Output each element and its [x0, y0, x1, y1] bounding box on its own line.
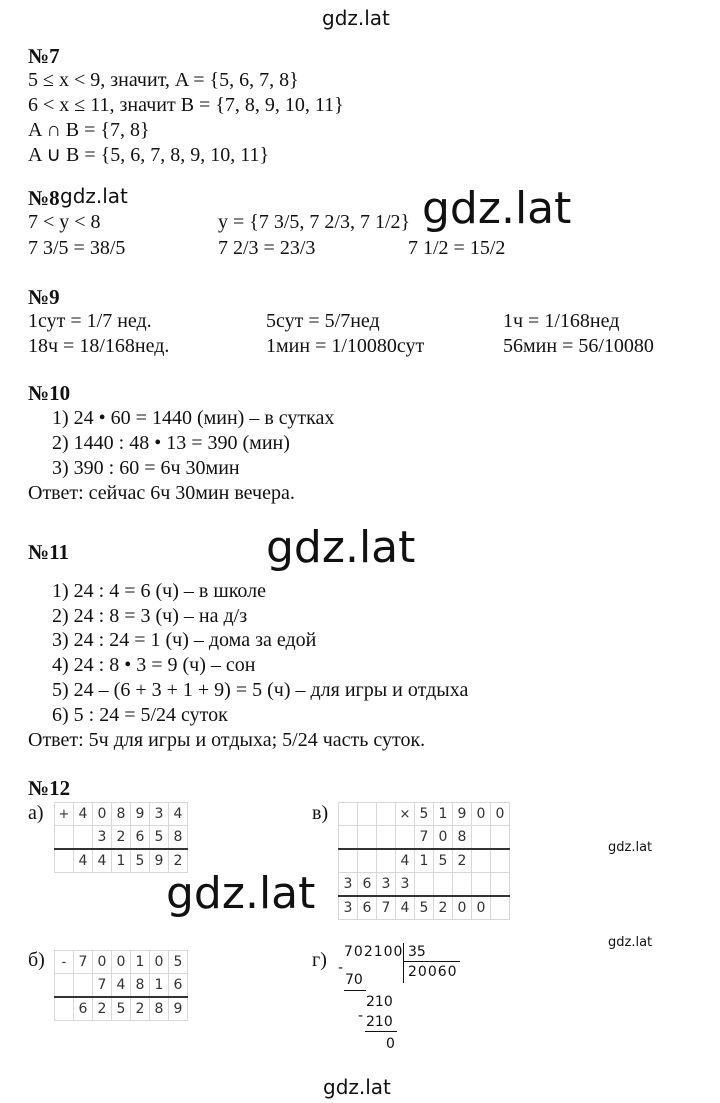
- task-12-label-g: г): [312, 949, 327, 971]
- grid-cell: 8: [131, 974, 150, 998]
- task-8-conv-2: 7 2/3 = 23/3: [218, 237, 316, 259]
- task-9-title: №9: [28, 285, 60, 309]
- grid-cell: 0: [150, 951, 169, 974]
- grid-cell: [434, 873, 453, 897]
- watermark-top: gdz.lat: [322, 6, 390, 30]
- grid-cell: 9: [453, 803, 472, 826]
- division-dividend: 702100: [344, 944, 404, 960]
- grid-cell: [55, 997, 74, 1021]
- grid-cell: 3: [377, 873, 396, 897]
- task-12-label-b: б): [28, 949, 45, 971]
- watermark-large-1: gdz.lat: [422, 183, 572, 234]
- grid-cell: 0: [434, 826, 453, 850]
- task-11-title: №11: [28, 540, 69, 564]
- division-underline-2: [365, 1031, 397, 1032]
- grid-cell: [339, 849, 358, 873]
- grid-cell: 0: [93, 951, 112, 974]
- division-vertical-line: [403, 943, 404, 983]
- grid-cell: 6: [358, 873, 377, 897]
- task-7-line-4: A ∪ B = {5, 6, 7, 8, 9, 10, 11}: [28, 144, 270, 166]
- grid-cell: 3: [93, 826, 112, 850]
- grid-cell: [358, 826, 377, 850]
- grid-cell: 8: [150, 997, 169, 1021]
- multiplication-grid: [338, 802, 510, 920]
- division-horizontal-line: [404, 961, 460, 962]
- subtraction-grid: [54, 950, 188, 1021]
- task-11-answer: Ответ: 5ч для игры и отдыха; 5/24 часть суток.: [28, 729, 426, 751]
- task-7-line-3: A ∩ B = {7, 8}: [28, 119, 150, 141]
- grid-cell: 3: [396, 873, 415, 897]
- grid-cell: 9: [150, 849, 169, 873]
- grid-cell: [472, 849, 491, 873]
- grid-cell: [74, 826, 93, 850]
- task-11-step-3: 3) 24 : 24 = 1 (ч) – дома за едой: [52, 629, 317, 651]
- addition-grid: [54, 802, 188, 873]
- grid-cell: 1: [112, 849, 131, 873]
- watermark-large-2: gdz.lat: [266, 522, 416, 573]
- grid-cell: [377, 826, 396, 850]
- grid-cell: 3: [150, 803, 169, 826]
- task-12-title: №12: [28, 776, 71, 800]
- grid-cell: 4: [112, 974, 131, 998]
- grid-cell: [74, 974, 93, 998]
- grid-cell: [415, 873, 434, 897]
- grid-cell: [491, 896, 510, 920]
- grid-cell: 0: [93, 803, 112, 826]
- grid-cell: 2: [169, 849, 188, 873]
- grid-cell: 4: [396, 849, 415, 873]
- watermark-small-v: gdz.lat: [608, 840, 653, 855]
- task-10-title: №10: [28, 381, 71, 405]
- grid-cell: [491, 826, 510, 850]
- grid-cell: 5: [112, 997, 131, 1021]
- task-10-step-2: 2) 1440 : 48 • 13 = 390 (мин): [52, 432, 290, 454]
- task-9-r1c3: 1ч = 1/168нед: [503, 310, 620, 332]
- grid-cell: [55, 849, 74, 873]
- grid-cell: 9: [169, 997, 188, 1021]
- task-10-step-3: 3) 390 : 60 = 6ч 30мин: [52, 457, 240, 479]
- division-step-2: 210: [366, 1014, 393, 1030]
- task-11-step-6: 6) 5 : 24 = 5/24 суток: [52, 704, 228, 726]
- grid-cell: 7: [74, 951, 93, 974]
- division-step-1: 70: [345, 972, 363, 988]
- division-divisor: 35: [408, 944, 426, 960]
- grid-cell: 7: [377, 896, 396, 920]
- grid-cell: 6: [74, 997, 93, 1021]
- grid-cell: [377, 803, 396, 826]
- grid-cell: 2: [131, 997, 150, 1021]
- watermark-bottom: gdz.lat: [323, 1075, 391, 1099]
- grid-cell: 3: [339, 896, 358, 920]
- task-8-inequality: 7 < y < 8: [28, 211, 101, 233]
- watermark-small-g: gdz.lat: [608, 935, 653, 950]
- grid-cell: 2: [453, 849, 472, 873]
- grid-cell: -: [55, 951, 74, 974]
- task-7-line-2: 6 < x ≤ 11, значит B = {7, 8, 9, 10, 11}: [28, 94, 344, 116]
- grid-cell: 2: [93, 997, 112, 1021]
- task-9-r1c1: 1сут = 1/7 нед.: [28, 310, 152, 332]
- grid-cell: 1: [131, 951, 150, 974]
- grid-cell: 1: [415, 849, 434, 873]
- task-11-step-1: 1) 24 : 4 = 6 (ч) – в школе: [52, 580, 267, 602]
- grid-cell: [55, 974, 74, 998]
- watermark-inline-8: gdz.lat: [60, 184, 128, 208]
- grid-cell: 8: [169, 826, 188, 850]
- grid-cell: 2: [434, 896, 453, 920]
- grid-cell: [339, 803, 358, 826]
- grid-cell: 9: [131, 803, 150, 826]
- grid-cell: [55, 826, 74, 850]
- grid-cell: 7: [93, 974, 112, 998]
- grid-cell: [491, 849, 510, 873]
- division-quotient: 20060: [408, 964, 458, 980]
- grid-cell: 4: [396, 896, 415, 920]
- task-12-label-a: а): [28, 802, 44, 824]
- grid-cell: [491, 873, 510, 897]
- task-7-title: №7: [28, 44, 60, 68]
- grid-cell: 4: [93, 849, 112, 873]
- task-12-label-v: в): [312, 802, 329, 824]
- grid-cell: 5: [150, 826, 169, 850]
- watermark-large-3: gdz.lat: [166, 868, 316, 919]
- grid-cell: 5: [169, 951, 188, 974]
- grid-cell: [472, 873, 491, 897]
- task-11-step-5: 5) 24 – (6 + 3 + 1 + 9) = 5 (ч) – для игры и отдыха: [52, 679, 469, 701]
- division-minus-2: -: [358, 1008, 364, 1024]
- task-8-set: y = {7 3/5, 7 2/3, 7 1/2}: [218, 211, 411, 233]
- grid-cell: 5: [415, 803, 434, 826]
- task-10-answer: Ответ: сейчас 6ч 30мин вечера.: [28, 482, 295, 504]
- grid-cell: 1: [434, 803, 453, 826]
- grid-cell: 5: [131, 849, 150, 873]
- task-9-r2c1: 18ч = 18/168нед.: [28, 335, 170, 357]
- grid-cell: [358, 803, 377, 826]
- grid-cell: 6: [358, 896, 377, 920]
- task-7-line-1: 5 ≤ x < 9, значит, A = {5, 6, 7, 8}: [28, 69, 299, 91]
- grid-cell: 5: [415, 896, 434, 920]
- grid-cell: 2: [112, 826, 131, 850]
- grid-cell: 0: [472, 896, 491, 920]
- grid-cell: 6: [131, 826, 150, 850]
- grid-cell: 5: [434, 849, 453, 873]
- task-9-r1c2: 5сут = 5/7нед: [266, 310, 380, 332]
- division-final-remainder: 0: [386, 1036, 395, 1052]
- task-11-step-2: 2) 24 : 8 = 3 (ч) – на д/з: [52, 605, 248, 627]
- grid-cell: [472, 826, 491, 850]
- grid-cell: 8: [453, 826, 472, 850]
- grid-cell: 4: [74, 849, 93, 873]
- grid-cell: [453, 873, 472, 897]
- grid-cell: 8: [112, 803, 131, 826]
- grid-cell: 0: [112, 951, 131, 974]
- grid-cell: [396, 826, 415, 850]
- task-8-title: №8: [28, 186, 60, 210]
- grid-cell: 7: [415, 826, 434, 850]
- grid-cell: 6: [169, 974, 188, 998]
- grid-cell: ×: [396, 803, 415, 826]
- grid-cell: 0: [453, 896, 472, 920]
- task-9-r2c2: 1мин = 1/10080сут: [266, 335, 425, 357]
- grid-cell: [339, 826, 358, 850]
- task-9-r2c3: 56мин = 56/10080: [503, 335, 654, 357]
- grid-cell: 4: [74, 803, 93, 826]
- grid-cell: [377, 849, 396, 873]
- division-underline-1: [344, 990, 366, 991]
- task-8-conv-3: 7 1/2 = 15/2: [408, 237, 506, 259]
- grid-cell: 3: [339, 873, 358, 897]
- grid-cell: 4: [169, 803, 188, 826]
- grid-cell: 0: [472, 803, 491, 826]
- grid-cell: 0: [491, 803, 510, 826]
- task-8-conv-1: 7 3/5 = 38/5: [28, 237, 126, 259]
- task-11-step-4: 4) 24 : 8 • 3 = 9 (ч) – сон: [52, 654, 256, 676]
- grid-cell: 1: [150, 974, 169, 998]
- grid-cell: [358, 849, 377, 873]
- task-10-step-1: 1) 24 • 60 = 1440 (мин) – в сутках: [52, 407, 335, 429]
- division-minus-1: -: [338, 960, 344, 976]
- grid-cell: +: [55, 803, 74, 826]
- division-remainder-1: 210: [366, 994, 393, 1010]
